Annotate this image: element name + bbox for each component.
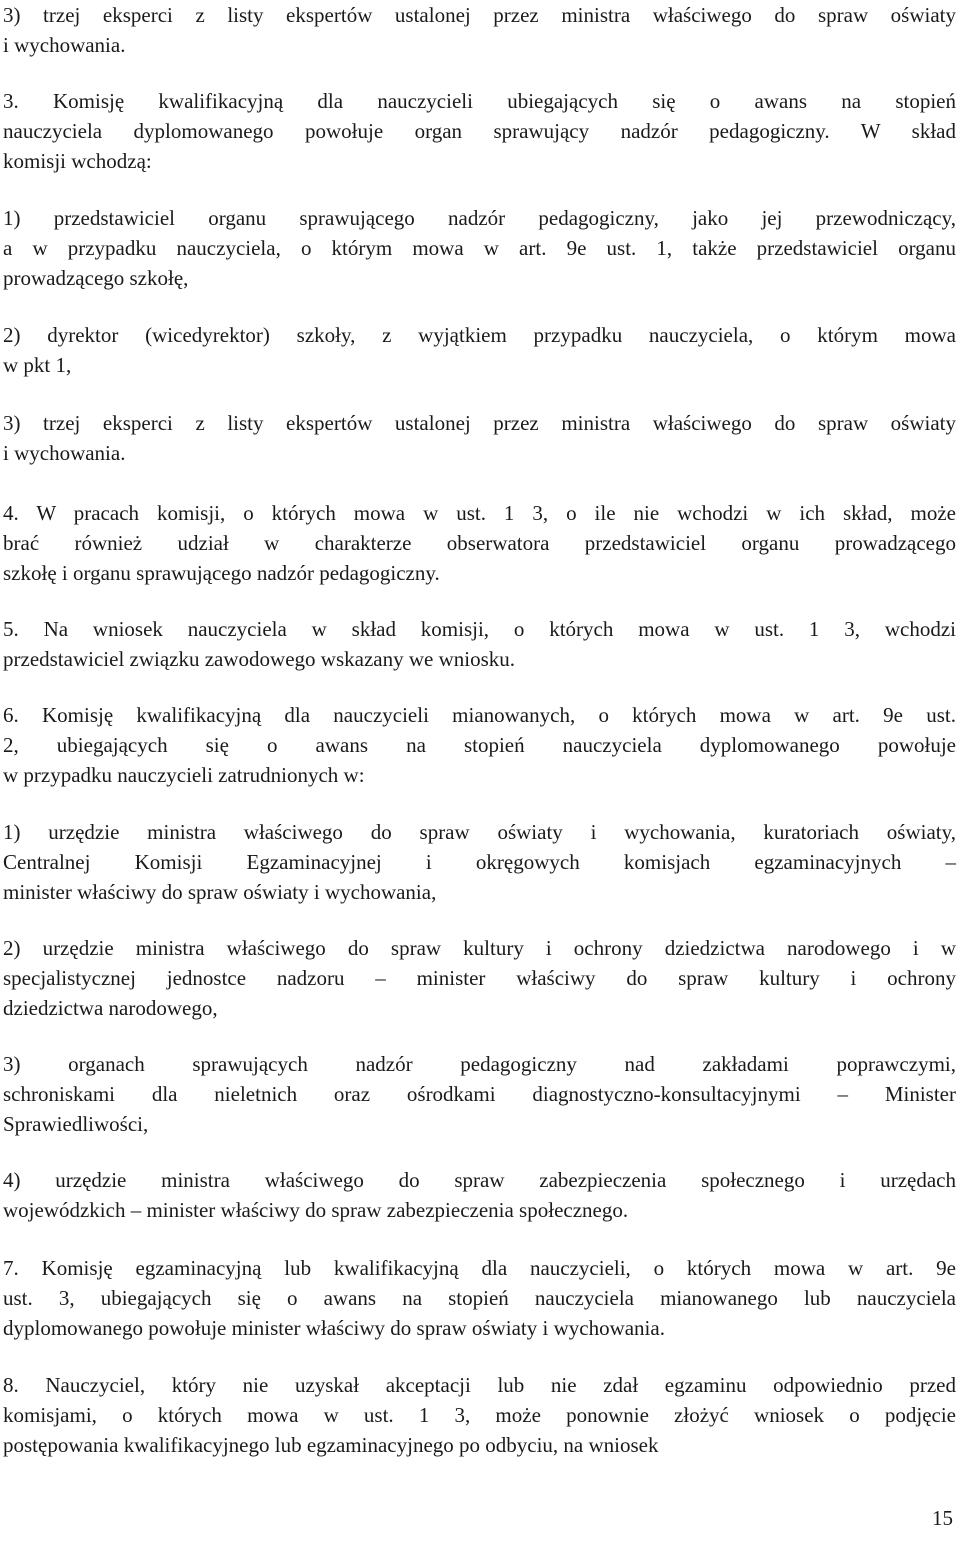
text-line: 8. Nauczyciel, który nie uzyskał akceptacji lub nie zdał egzaminu odpowiednio przed <box>3 1373 956 1397</box>
paragraph <box>3 1370 956 1460</box>
text-line: przedstawiciel związku zawodowego wskazany we wniosku. <box>3 647 515 671</box>
paragraph <box>3 1165 956 1225</box>
paragraph <box>3 1253 956 1343</box>
paragraph <box>3 933 956 1023</box>
page-number: 15 <box>932 1506 953 1530</box>
text-line: minister właściwy do spraw oświaty i wychowania, <box>3 880 437 904</box>
paragraph <box>3 700 956 790</box>
text-line: 6. Komisję kwalifikacyjną dla nauczycieli mianowanych, o których mowa w art. 9e ust. <box>3 703 956 727</box>
text-line: 2) urzędzie ministra właściwego do spraw kultury i ochrony dziedzictwa narodowego i w <box>3 936 956 960</box>
text-line: wojewódzkich – minister właściwy do spraw zabezpieczenia społecznego. <box>3 1198 629 1222</box>
text-line: brać również udział w charakterze obserwatora przedstawiciel organu prowadzącego <box>3 531 956 555</box>
text-line: 3) trzej eksperci z listy ekspertów ustalonej przez ministra właściwego do spraw oświaty <box>3 411 956 435</box>
paragraph <box>3 203 956 293</box>
text-line: w przypadku nauczycieli zatrudnionych w: <box>3 763 365 787</box>
paragraph <box>3 817 956 907</box>
text-line: szkołę i organu sprawującego nadzór pedagogiczny. <box>3 561 440 585</box>
text-line: Centralnej Komisji Egzaminacyjnej i okręgowych komisjach egzaminacyjnych – <box>3 850 956 874</box>
text-line: i wychowania. <box>3 33 126 57</box>
paragraph <box>3 614 956 674</box>
paragraph <box>3 0 956 60</box>
text-line: schroniskami dla nieletnich oraz ośrodkami diagnostyczno-konsultacyjnymi – Minister <box>3 1082 956 1106</box>
text-line: 7. Komisję egzaminacyjną lub kwalifikacyjną dla nauczycieli, o których mowa w art. 9e <box>3 1256 956 1280</box>
text-line: specjalistycznej jednostce nadzoru – minister właściwy do spraw kultury i ochrony <box>3 966 956 990</box>
text-line: postępowania kwalifikacyjnego lub egzaminacyjnego po odbyciu, na wniosek <box>3 1433 659 1457</box>
text-line: dziedzictwa narodowego, <box>3 996 218 1020</box>
text-line: 1) urzędzie ministra właściwego do spraw oświaty i wychowania, kuratoriach oświaty, <box>3 820 956 844</box>
text-line: komisji wchodzą: <box>3 149 152 173</box>
text-line: nauczyciela dyplomowanego powołuje organ sprawujący nadzór pedagogiczny. W skład <box>3 119 956 143</box>
text-line: 2, ubiegających się o awans na stopień nauczyciela dyplomowanego powołuje <box>3 733 956 757</box>
text-line: w pkt 1, <box>3 353 72 377</box>
text-line: 2) dyrektor (wicedyrektor) szkoły, z wyjątkiem przypadku nauczyciela, o którym mowa <box>3 323 956 347</box>
text-line: 1) przedstawiciel organu sprawującego nadzór pedagogiczny, jako jej przewodniczący, <box>3 206 956 230</box>
text-line: i wychowania. <box>3 441 126 465</box>
text-line: 4) urzędzie ministra właściwego do spraw zabezpieczenia społecznego i urzędach <box>3 1168 956 1192</box>
text-line: a w przypadku nauczyciela, o którym mowa w art. 9e ust. 1, także przedstawiciel organu <box>3 236 956 260</box>
paragraph <box>3 320 956 380</box>
paragraph <box>3 408 956 468</box>
text-line: komisjami, o których mowa w ust. 1 3, może ponownie złożyć wniosek o podjęcie <box>3 1403 956 1427</box>
text-line: Sprawiedliwości, <box>3 1112 149 1136</box>
text-line: dyplomowanego powołuje minister właściwy do spraw oświaty i wychowania. <box>3 1316 665 1340</box>
paragraph <box>3 498 956 588</box>
text-line: 3) organach sprawujących nadzór pedagogiczny nad zakładami poprawczymi, <box>3 1052 956 1076</box>
text-line: 5. Na wniosek nauczyciela w skład komisji, o których mowa w ust. 1 3, wchodzi <box>3 617 956 641</box>
text-line: 4. W pracach komisji, o których mowa w ust. 1 3, o ile nie wchodzi w ich skład, może <box>3 501 956 525</box>
text-line: 3. Komisję kwalifikacyjną dla nauczycieli ubiegających się o awans na stopień <box>3 89 956 113</box>
text-line: prowadzącego szkołę, <box>3 266 189 290</box>
paragraph <box>3 1049 956 1139</box>
text-line: 3) trzej eksperci z listy ekspertów ustalonej przez ministra właściwego do spraw oświaty <box>3 3 956 27</box>
paragraph <box>3 86 956 176</box>
text-line: ust. 3, ubiegających się o awans na stopień nauczyciela mianowanego lub nauczyciela <box>3 1286 956 1310</box>
